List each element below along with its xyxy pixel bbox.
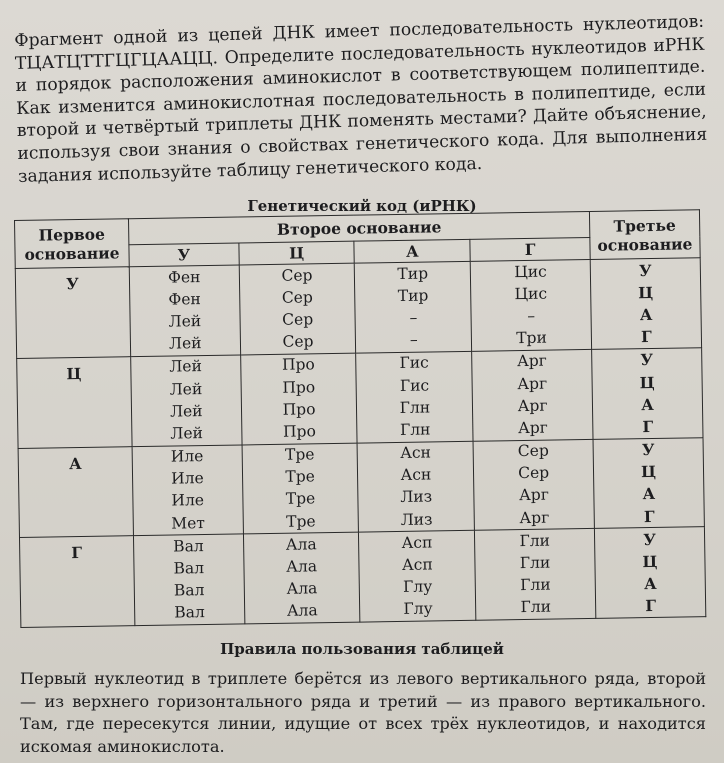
amino-acid: Про bbox=[282, 377, 316, 397]
amino-acid: Асп bbox=[401, 555, 433, 574]
amino-acid: Лей bbox=[170, 423, 204, 443]
amino-acid: Сер bbox=[281, 288, 313, 307]
amino-acid: Ала bbox=[286, 557, 318, 576]
amino-acid: Сер bbox=[282, 310, 314, 329]
amino-acid: Асн bbox=[400, 465, 432, 485]
third-base: Ц bbox=[638, 282, 654, 302]
first-base-cell: Г bbox=[19, 536, 134, 628]
table-row bbox=[18, 437, 704, 537]
third-base: Ц bbox=[642, 551, 658, 572]
third-base: Г bbox=[643, 506, 655, 526]
third-base-cell bbox=[593, 437, 704, 528]
amino-acid: Сер bbox=[518, 463, 550, 483]
amino-acid: Арг bbox=[517, 374, 548, 393]
third-base: У bbox=[641, 440, 655, 460]
amino-acid: Про bbox=[281, 355, 315, 375]
second-base-header: Г bbox=[470, 237, 590, 261]
amino-acid: Лей bbox=[168, 334, 202, 353]
third-base: Г bbox=[640, 327, 652, 347]
genetic-code-table bbox=[14, 209, 706, 628]
amino-acid: Арг bbox=[519, 508, 550, 527]
amino-acid: Фен bbox=[167, 267, 201, 287]
amino-acid-cell bbox=[240, 353, 357, 445]
task-paragraph: Фрагмент одной из цепей ДНК имеет последовательность нуклеотидов: ТЦАТЦТТГЦГЦААЦЦ. Определите последовательность нуклеотидов иРНК и порядок расположения аминокислот в соответствующем полипептиде. Как изменится аминокислотная последовательность в полипептиде, если второй и четвёртый триплеты ДНК поменять местами? Дайте объяснение, используя свои знания о свойствах генетического кода. Для выполнения задания используйте таблицу генетического кода. bbox=[14, 11, 708, 187]
amino-acid-cell bbox=[358, 441, 475, 533]
amino-acid: Глу bbox=[403, 599, 433, 619]
amino-acid: Арг bbox=[517, 418, 548, 438]
amino-acid-cell bbox=[129, 265, 240, 356]
first-base-cell: У bbox=[15, 267, 130, 359]
table-row bbox=[15, 258, 701, 358]
first-base-cell: А bbox=[18, 446, 133, 538]
amino-acid: Вал bbox=[173, 536, 204, 556]
amino-acid: Гис bbox=[399, 353, 429, 373]
amino-acid: Про bbox=[282, 400, 316, 419]
amino-acid: Глн bbox=[399, 420, 431, 439]
amino-acid: – bbox=[527, 306, 536, 325]
amino-acid: Про bbox=[282, 422, 316, 441]
second-base-header: У bbox=[129, 243, 239, 267]
amino-acid-cell bbox=[475, 529, 596, 621]
amino-acid: Вал bbox=[173, 559, 205, 578]
rules-text bbox=[20, 668, 706, 758]
amino-acid: Лиз bbox=[400, 487, 433, 507]
amino-acid: Лей bbox=[169, 401, 203, 421]
third-base: Ц bbox=[639, 372, 655, 392]
second-base-header: А bbox=[354, 239, 470, 263]
amino-acid: – bbox=[409, 330, 418, 349]
header-first-base: Первое основание bbox=[15, 219, 130, 269]
amino-acid: Асн bbox=[400, 443, 432, 463]
amino-acid: Асп bbox=[401, 533, 433, 552]
amino-acid: Цис bbox=[514, 284, 548, 303]
table-title: Генетический код (иРНК) bbox=[247, 197, 477, 215]
task-text bbox=[14, 11, 708, 188]
amino-acid: – bbox=[409, 308, 418, 327]
second-base-header: Ц bbox=[239, 241, 355, 265]
amino-acid: Лиз bbox=[400, 510, 433, 529]
amino-acid: Три bbox=[516, 328, 547, 348]
amino-acid: Арг bbox=[516, 351, 547, 371]
amino-acid: Фен bbox=[168, 289, 201, 309]
amino-acid: Лей bbox=[168, 312, 202, 331]
amino-acid: Мет bbox=[171, 513, 206, 533]
amino-acid: Сер bbox=[282, 332, 314, 351]
amino-acid: Лей bbox=[169, 379, 203, 399]
third-base: А bbox=[641, 394, 654, 414]
amino-acid: Иле bbox=[171, 491, 205, 511]
amino-acid-cell bbox=[132, 444, 243, 535]
amino-acid: Глу bbox=[402, 577, 433, 597]
amino-acid: Тре bbox=[285, 489, 316, 509]
amino-acid: Арг bbox=[518, 486, 550, 505]
amino-acid: Гис bbox=[399, 376, 430, 395]
third-base: Г bbox=[645, 596, 657, 616]
amino-acid-cell bbox=[356, 351, 473, 443]
amino-acid-cell bbox=[239, 263, 356, 355]
amino-acid: Глн bbox=[399, 398, 431, 417]
amino-acid-cell bbox=[242, 443, 359, 535]
third-base: А bbox=[642, 484, 656, 504]
amino-acid: Ала bbox=[286, 601, 318, 621]
third-base: У bbox=[640, 350, 654, 370]
amino-acid: Ала bbox=[286, 579, 318, 598]
amino-acid: Вал bbox=[173, 581, 205, 600]
amino-acid: Лей bbox=[169, 357, 203, 376]
amino-acid: Иле bbox=[170, 447, 204, 466]
third-base: А bbox=[643, 574, 657, 594]
rules-title: Правила пользования таблицей bbox=[220, 640, 504, 658]
amino-acid: Сер bbox=[517, 441, 549, 461]
third-base-cell bbox=[592, 347, 703, 438]
amino-acid: Гли bbox=[519, 553, 551, 573]
amino-acid-cell bbox=[473, 439, 594, 531]
amino-acid: Цис bbox=[514, 262, 547, 281]
amino-acid: Тре bbox=[286, 511, 316, 531]
amino-acid: Тир bbox=[397, 264, 429, 283]
third-base: У bbox=[638, 260, 652, 280]
amino-acid: Тир bbox=[397, 286, 429, 305]
third-base: Ц bbox=[640, 462, 657, 482]
amino-acid: Гли bbox=[520, 598, 552, 617]
table-row bbox=[19, 527, 705, 627]
amino-acid: Тре bbox=[284, 445, 315, 464]
amino-acid-cell bbox=[472, 349, 593, 441]
amino-acid: Арг bbox=[517, 396, 548, 415]
first-base-cell: Ц bbox=[17, 356, 132, 448]
third-base: Г bbox=[642, 416, 654, 437]
third-base-cell bbox=[594, 527, 705, 618]
third-base-cell bbox=[590, 258, 701, 349]
amino-acid-cell bbox=[359, 531, 476, 623]
amino-acid-cell bbox=[243, 532, 360, 624]
amino-acid: Вал bbox=[174, 603, 205, 622]
amino-acid: Гли bbox=[520, 575, 551, 595]
amino-acid-cell bbox=[355, 261, 472, 353]
amino-acid: Сер bbox=[281, 265, 313, 285]
table-row bbox=[17, 347, 703, 447]
header-third-base: Третье основание bbox=[589, 210, 700, 260]
third-base: У bbox=[643, 529, 657, 549]
amino-acid: Иле bbox=[170, 469, 204, 488]
rules-paragraph: Первый нуклеотид в триплете берётся из левого вертикального ряда, второй — из верхнего горизонтального ряда и третий — из правого вертикального. Там, где пересекутся линии, идущие от всех трёх нуклеотидов, и находится искомая аминокислота. bbox=[20, 669, 706, 756]
third-base: А bbox=[639, 304, 653, 325]
amino-acid-cell bbox=[131, 355, 242, 446]
amino-acid: Тре bbox=[285, 467, 316, 487]
amino-acid-cell bbox=[470, 259, 591, 351]
amino-acid: Ала bbox=[285, 535, 317, 554]
amino-acid-cell bbox=[133, 534, 244, 625]
amino-acid: Гли bbox=[519, 531, 551, 550]
header-second-base: Второе основание bbox=[128, 211, 589, 244]
